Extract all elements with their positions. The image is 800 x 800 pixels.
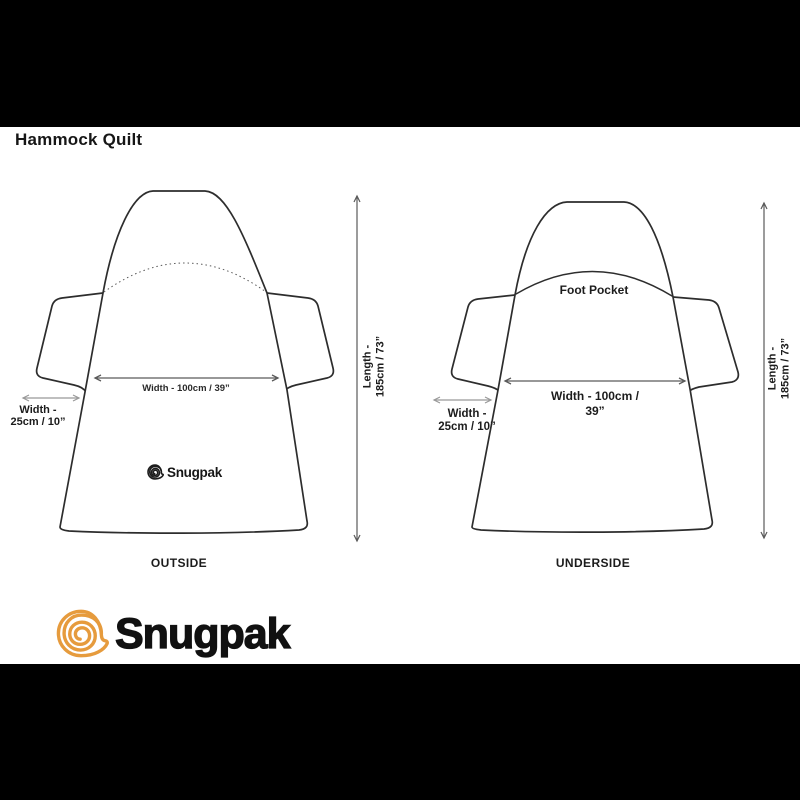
outside-length-label-line2: 185cm / 73” (374, 335, 386, 398)
brand-wordmark: Snugpak (115, 609, 290, 658)
underside-length-label-line1: Length - (766, 346, 779, 391)
outside-inline-logo-text: Snugpak (167, 464, 222, 480)
underside-side-width-label (427, 408, 507, 433)
underside-side-width-label-line1: Width - (447, 408, 487, 420)
underside-side-width-dimension-line (434, 397, 491, 403)
outside-side-width-label-line1: Width - (19, 404, 57, 416)
diagram-line-art (0, 127, 800, 664)
underside-width-label-line1: Width - 100cm / (551, 389, 639, 403)
outside-length-label (362, 307, 387, 427)
outside-caption: OUTSIDE (150, 556, 208, 570)
underside-quilt-outline (452, 202, 739, 532)
footer-brand-logo (55, 608, 290, 659)
outside-body (60, 191, 307, 533)
diagram-canvas (0, 127, 800, 664)
outside-side-width-dimension-line (23, 395, 79, 401)
outside-length-dimension-line (354, 196, 360, 541)
outside-length-label-line1: Length - (361, 344, 374, 389)
outside-side-width-label-line2: 25cm / 10” (10, 415, 66, 428)
snail-icon (147, 464, 164, 480)
underside-length-label-line2: 185cm / 73” (779, 337, 791, 400)
snail-icon (55, 608, 110, 659)
letterbox-bottom (0, 664, 800, 800)
underside-length-label (767, 309, 792, 429)
outside-inline-logo (147, 464, 222, 480)
page-title: Hammock Quilt (15, 130, 143, 149)
underside-side-width-label-line2: 25cm / 10” (438, 420, 496, 433)
underside-body (472, 202, 712, 532)
letterbox-top (0, 0, 800, 127)
outside-side-width-label (0, 405, 76, 428)
foot-pocket-label: Foot Pocket (559, 283, 629, 297)
outside-quilt-outline (37, 191, 334, 533)
outside-width-label: Width - 100cm / 39” (142, 383, 230, 394)
underside-width-label-line2: 39” (585, 403, 605, 418)
underside-caption: UNDERSIDE (555, 556, 631, 570)
underside-width-label (515, 389, 675, 418)
